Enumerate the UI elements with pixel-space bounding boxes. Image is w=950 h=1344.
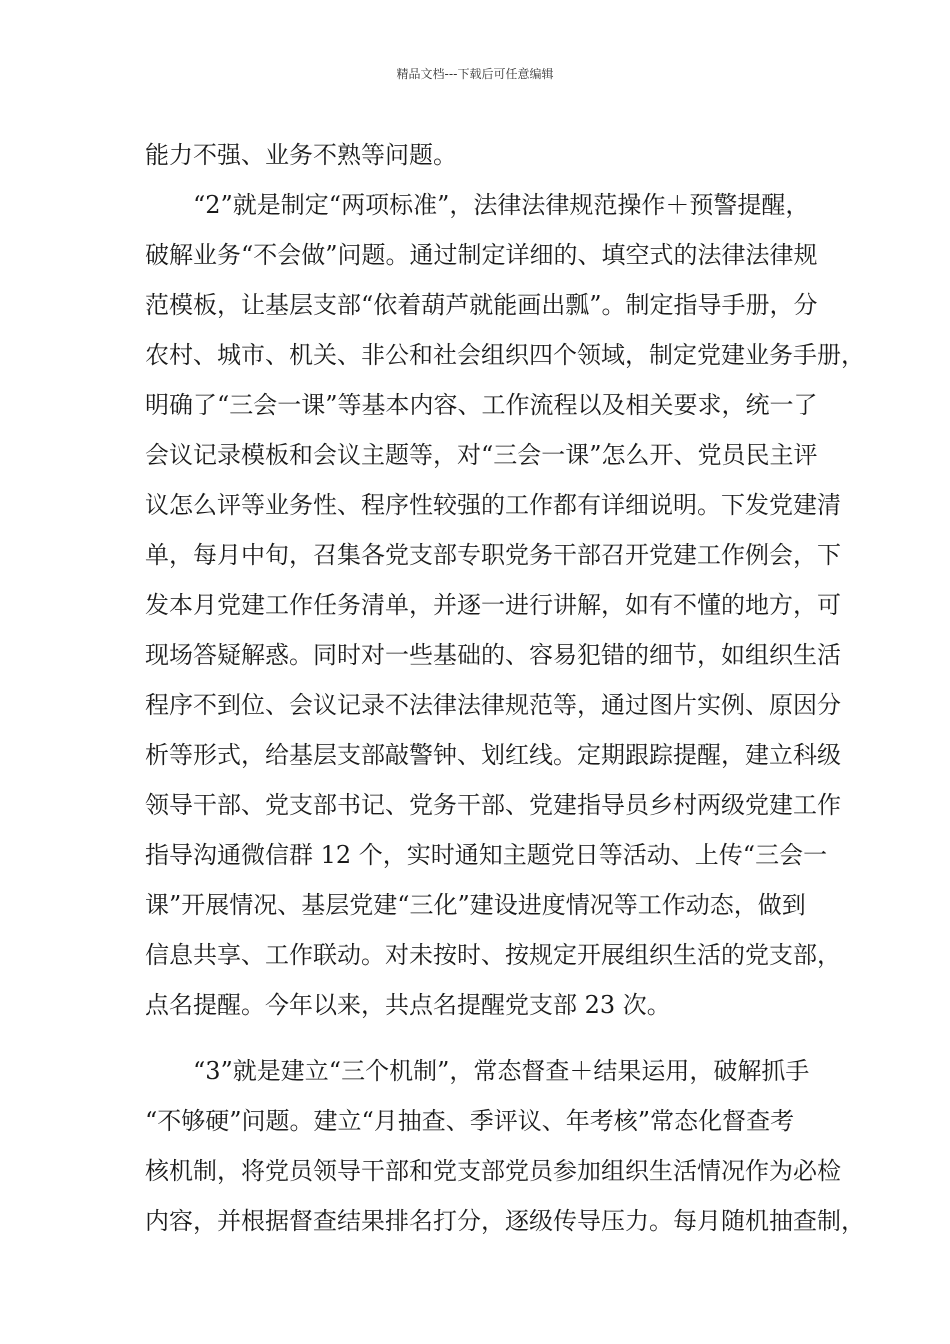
paragraph-line: 指导沟通微信群 12 个，实时通知主题党日等活动、上传“三会一 — [145, 841, 828, 869]
paragraph-line: 能力不强、业务不熟等问题。 — [145, 141, 457, 169]
paragraph-line: “不够硬”问题。建立“月抽查、季评议、年考核”常态化督查考 — [145, 1107, 795, 1135]
paragraph-line: 析等形式，给基层支部敲警钟、划红线。定期跟踪提醒，建立科级 — [145, 741, 841, 769]
paragraph-line: “2”就是制定“两项标准”，法律法律规范操作＋预警提醒， — [193, 191, 810, 219]
paragraph-line: 议怎么评等业务性、程序性较强的工作都有详细说明。下发党建清 — [145, 491, 841, 519]
paragraph-line: 明确了“三会一课”等基本内容、工作流程以及相关要求，统一了 — [145, 391, 818, 419]
paragraph-line: 内容，并根据督查结果排名打分，逐级传导压力。每月随机抽查制， — [145, 1207, 865, 1235]
paragraph-line: 会议记录模板和会议主题等，对“三会一课”怎么开、党员民主评 — [145, 441, 818, 469]
paragraph-line: 破解业务“不会做”问题。通过制定详细的、填空式的法律法律规 — [145, 241, 818, 269]
paragraph-line: 信息共享、工作联动。对未按时、按规定开展组织生活的党支部， — [145, 941, 841, 969]
paragraph-line: 单，每月中旬，召集各党支部专职党务干部召开党建工作例会，下 — [145, 541, 841, 569]
paragraph-line: 发本月党建工作任务清单，并逐一进行讲解，如有不懂的地方，可 — [145, 591, 841, 619]
paragraph-line: 现场答疑解惑。同时对一些基础的、容易犯错的细节，如组织生活 — [145, 641, 841, 669]
page-header: 精品文档---下载后可任意编辑 — [396, 67, 554, 81]
paragraph-line: 程序不到位、会议记录不法律法律规范等，通过图片实例、原因分 — [145, 691, 841, 719]
paragraph-line: 核机制，将党员领导干部和党支部党员参加组织生活情况作为必检 — [145, 1157, 841, 1185]
paragraph-line: 领导干部、党支部书记、党务干部、党建指导员乡村两级党建工作 — [145, 791, 841, 819]
paragraph-line: 点名提醒。今年以来，共点名提醒党支部 23 次。 — [145, 991, 671, 1019]
paragraph-line: “3”就是建立“三个机制”，常态督查＋结果运用，破解抓手 — [193, 1057, 810, 1085]
paragraph-line: 范模板，让基层支部“依着葫芦就能画出瓢”。制定指导手册，分 — [145, 291, 818, 319]
paragraph-line: 农村、城市、机关、非公和社会组织四个领域，制定党建业务手册， — [145, 341, 865, 369]
document-body — [145, 130, 865, 1246]
paragraph-line: 课”开展情况、基层党建“三化”建设进度情况等工作动态，做到 — [145, 891, 806, 919]
